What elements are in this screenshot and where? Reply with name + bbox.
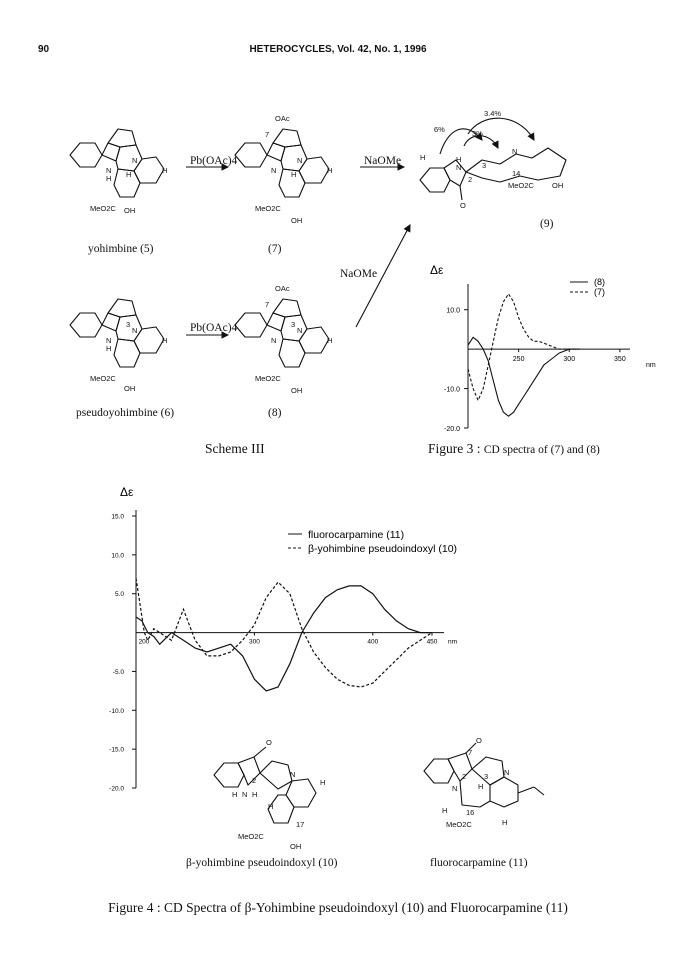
svg-text:3: 3	[291, 320, 296, 329]
svg-text:6%: 6%	[434, 125, 445, 134]
svg-text:N: N	[106, 166, 112, 175]
label-pseudoyohimbine-6: pseudoyohimbine (6)	[76, 407, 175, 419]
svg-text:16: 16	[466, 808, 475, 817]
svg-text:H: H	[252, 790, 258, 799]
svg-text:H: H	[106, 344, 112, 353]
fig4-y-tick-label: -15.0	[109, 746, 124, 754]
svg-text:3: 3	[484, 772, 489, 781]
svg-text:H: H	[420, 153, 426, 162]
fig3-y-tick-label: 10.0	[446, 307, 460, 315]
fig4-legend-label: β-yohimbine pseudoindoxyl (10)	[308, 543, 458, 555]
svg-text:N: N	[271, 166, 277, 175]
reagent-naome-diagonal: NaOMe	[340, 268, 378, 280]
figure-3-caption-prefix: Figure 3 :	[428, 441, 481, 456]
svg-text:N: N	[504, 768, 510, 777]
svg-text:MeO2C: MeO2C	[255, 204, 281, 213]
reagent-pboac4-top: Pb(OAc)4	[190, 155, 238, 167]
svg-text:H: H	[126, 170, 132, 179]
svg-text:14: 14	[512, 169, 521, 178]
svg-text:OAc: OAc	[275, 114, 290, 123]
structure-9	[420, 109, 566, 210]
fig3-x-tick-label: 250	[512, 356, 525, 364]
svg-text:H: H	[502, 818, 508, 827]
figure-3-caption	[428, 441, 600, 457]
scheme-caption: Scheme III	[205, 441, 265, 456]
figure-3-caption-text: CD spectra of (7) and (8)	[483, 444, 600, 456]
svg-text:OH: OH	[124, 206, 136, 215]
fig4-y-tick-label: 5.0	[114, 591, 124, 599]
label-yohimbine-5: yohimbine (5)	[88, 243, 154, 255]
svg-text:3.4%: 3.4%	[484, 109, 502, 118]
svg-text:N: N	[297, 326, 303, 335]
reagent-naome-top: NaOMe	[364, 155, 402, 167]
svg-text:7: 7	[265, 300, 270, 309]
svg-text:O: O	[266, 738, 272, 747]
svg-text:O: O	[460, 201, 466, 210]
svg-text:H: H	[327, 336, 333, 345]
figure-4-caption: Figure 4 : CD Spectra of β-Yohimbine pseudoindoxyl (10) and Fluorocarpamine (11)	[108, 900, 568, 915]
svg-text:H: H	[268, 802, 274, 811]
fig4-x-tick-label: 200	[138, 638, 150, 646]
svg-text:H: H	[442, 806, 448, 815]
svg-text:MeO2C: MeO2C	[90, 374, 116, 383]
svg-text:MeO2C: MeO2C	[446, 820, 472, 829]
svg-text:N: N	[290, 770, 296, 779]
svg-text:N: N	[106, 336, 112, 345]
fig4-series-compound-11	[136, 586, 432, 691]
svg-text:MeO2C: MeO2C	[238, 832, 264, 841]
fig4-x-tick-label: 450	[426, 638, 438, 646]
fig3-legend-label: (8)	[594, 277, 605, 287]
svg-text:H: H	[162, 336, 168, 345]
fig4-y-tick-label: 15.0	[111, 513, 124, 521]
svg-text:H: H	[478, 782, 484, 791]
label-7: (7)	[268, 243, 282, 255]
svg-text:3%: 3%	[472, 129, 483, 138]
svg-text:OH: OH	[290, 842, 302, 851]
reagent-pboac4-bottom: Pb(OAc)4	[190, 322, 238, 334]
fig4-x-tick-label: 300	[248, 638, 260, 646]
svg-text:H: H	[456, 155, 462, 164]
structure-yohimbine	[70, 129, 167, 215]
svg-text:N: N	[456, 163, 462, 172]
structure-10	[208, 735, 378, 855]
svg-text:2: 2	[468, 175, 473, 184]
label-8: (8)	[268, 407, 282, 419]
structure-7	[235, 114, 332, 225]
fig4-x-tick-label: 400	[367, 638, 379, 646]
svg-text:H: H	[106, 174, 112, 183]
fig3-y-tick-label: -10.0	[444, 386, 460, 394]
fig3-y-tick-label: -20.0	[444, 426, 460, 433]
svg-text:17: 17	[296, 820, 305, 829]
svg-text:MeO2C: MeO2C	[90, 204, 116, 213]
svg-text:MeO2C: MeO2C	[255, 374, 281, 383]
svg-text:N: N	[242, 790, 248, 799]
figure-3-chart	[420, 260, 665, 438]
page-number: 90	[38, 44, 50, 55]
svg-text:N: N	[271, 336, 277, 345]
label-compound-11: fluorocarpamine (11)	[430, 857, 528, 869]
structure-pseudoyohimbine	[70, 299, 167, 393]
svg-text:2: 2	[252, 776, 257, 785]
fig3-x-unit: nm	[646, 362, 656, 370]
fig3-x-tick-label: 350	[614, 356, 626, 364]
fig3-y-label: Δε	[430, 263, 444, 277]
fig4-y-tick-label: 10.0	[111, 552, 124, 560]
fig4-y-tick-label: -10.0	[109, 707, 124, 715]
svg-text:N: N	[132, 156, 138, 165]
svg-text:H: H	[291, 170, 297, 179]
svg-text:7: 7	[265, 130, 270, 139]
fig4-x-unit: nm	[448, 638, 458, 646]
fig4-y-tick-label: -20.0	[109, 785, 124, 793]
svg-text:OH: OH	[291, 216, 303, 225]
svg-text:7: 7	[468, 748, 473, 757]
svg-text:N: N	[297, 156, 303, 165]
fig4-y-tick-label: -5.0	[112, 668, 124, 676]
svg-text:OAc: OAc	[275, 284, 290, 293]
label-9: (9)	[540, 218, 554, 230]
svg-text:H: H	[232, 790, 238, 799]
fig4-legend-label: fluorocarpamine (11)	[308, 529, 405, 541]
fig4-y-label: Δε	[120, 485, 134, 499]
running-header: HETEROCYCLES, Vol. 42, No. 1, 1996	[249, 44, 427, 55]
label-compound-10: β-yohimbine pseudoindoxyl (10)	[186, 857, 338, 869]
svg-text:N: N	[512, 147, 518, 156]
svg-text:OH: OH	[552, 181, 564, 190]
svg-text:N: N	[132, 326, 138, 335]
fig3-legend-label: (7)	[594, 287, 605, 297]
svg-text:OH: OH	[291, 386, 303, 395]
fig3-x-tick-label: 300	[563, 356, 576, 364]
svg-text:N: N	[452, 784, 458, 793]
svg-text:H: H	[327, 166, 333, 175]
svg-text:OH: OH	[124, 384, 136, 393]
svg-text:3: 3	[126, 320, 131, 329]
svg-text:3: 3	[482, 161, 487, 170]
fig3-series-compound-7	[468, 294, 579, 401]
svg-text:H: H	[162, 166, 168, 175]
structure-11	[418, 735, 588, 855]
svg-text:MeO2C: MeO2C	[508, 181, 534, 190]
structure-8	[235, 284, 332, 395]
svg-text:2: 2	[462, 772, 467, 781]
svg-text:O: O	[476, 736, 482, 745]
svg-text:H: H	[320, 778, 326, 787]
